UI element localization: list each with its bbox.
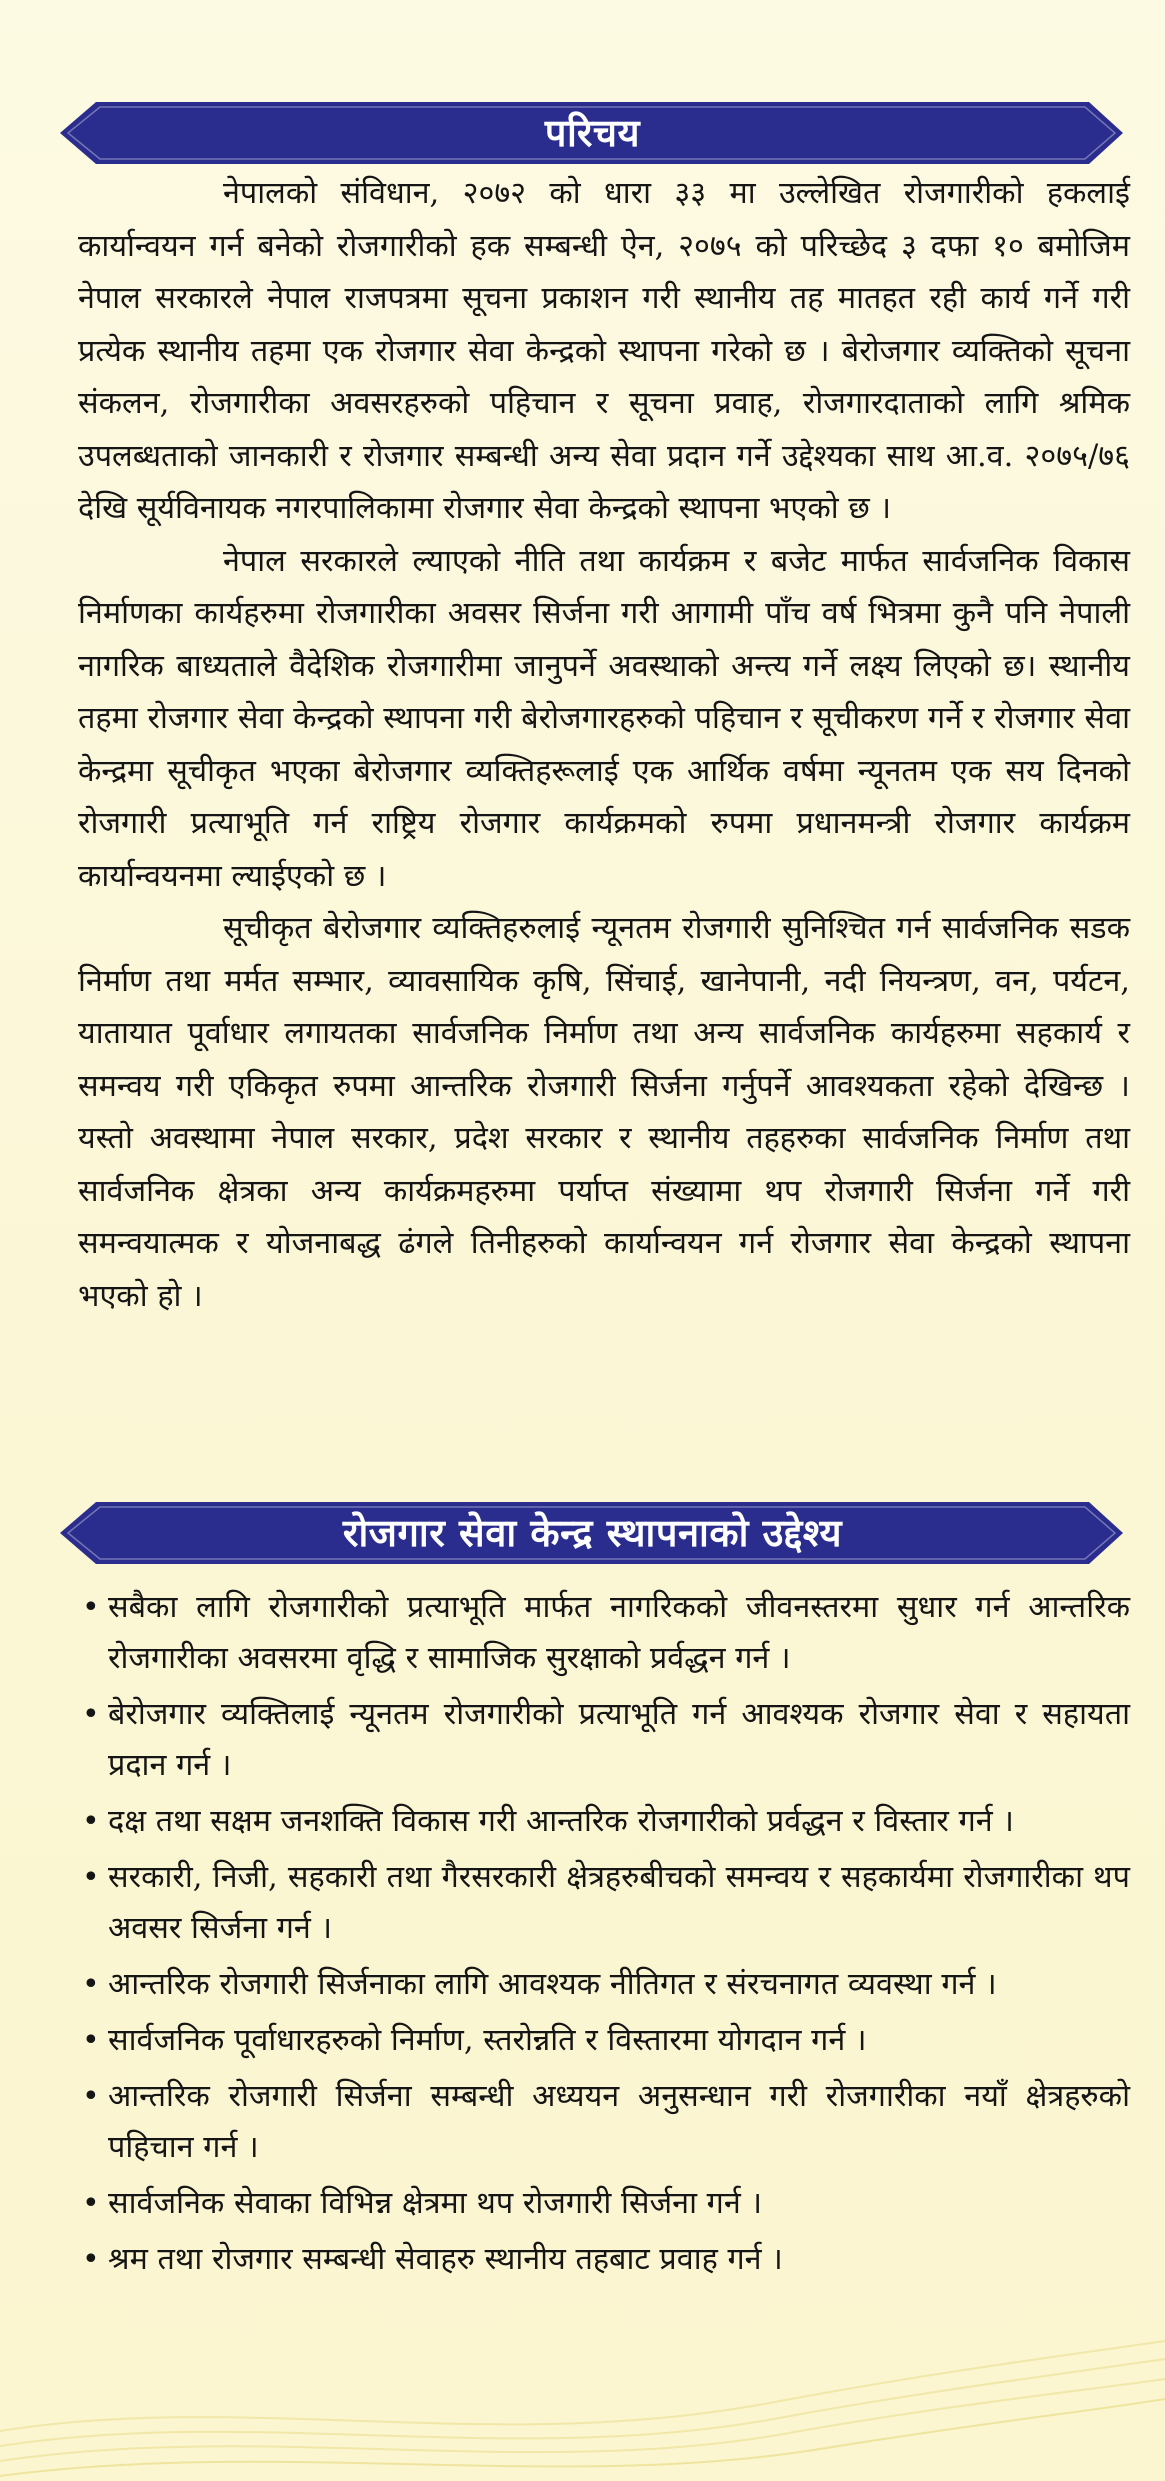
bullet-icon: • <box>82 1804 100 1839</box>
list-item <box>80 1582 1130 1684</box>
section-title-objectives: रोजगार सेवा केन्द्र स्थापनाको उद्देश्य <box>342 1511 843 1555</box>
bullet-icon: • <box>82 2079 100 2114</box>
intro-paragraph-3: सूचीकृत बेरोजगार व्यक्तिहरुलाई न्यूनतम रोजगारी सुनिश्चित गर्न सार्वजनिक सडक निर्माण तथा मर्मत सम्भार, व्यावसायिक कृषि, सिंचाई, खानेपानी, नदी नियन्त्रण, वन, पर्यटन, यातायात पूर्वाधार लगायतका सार्वजनिक निर्माण तथा अन्य सार्वजनिक कार्यहरुमा सहकार्य र समन्वय गरी एकिकृत रुपमा आन्तरिक रोजगारी सिर्जना गर्नुपर्ने आवश्यकता रहेको देखिन्छ । यस्तो अवस्थामा नेपाल सरकार, प्रदेश सरकार र स्थानीय तहहरुका सार्वजनिक निर्माण तथा सार्वजनिक क्षेत्रका अन्य कार्यक्रमहरुमा पर्याप्त संख्यामा थप रोजगारी सिर्जना गर्ने गरी समन्वयात्मक र योजनाबद्ध ढंगले तिनीहरुको कार्यान्वयन गर्न रोजगार सेवा केन्द्रको स्थापना भएको हो । <box>78 911 1130 1314</box>
bullet-icon: • <box>82 1860 100 1895</box>
list-item <box>80 1689 1130 1791</box>
list-item <box>80 1796 1130 1847</box>
list-item <box>80 1959 1130 2010</box>
section-banner-objectives <box>60 1500 1125 1566</box>
objectives-list <box>80 1582 1130 2290</box>
intro-paragraph-2: नेपाल सरकारले ल्याएको नीति तथा कार्यक्रम र बजेट मार्फत सार्वजनिक विकास निर्माणका कार्यहरुमा रोजगारीका अवसर सिर्जना गरी आगामी पाँच वर्ष भित्रमा कुनै पनि नेपाली नागरिक बाध्यताले वैदेशिक रोजगारीमा जानुपर्ने अवस्थाको अन्त्य गर्ने लक्ष्य लिएको छ। स्थानीय तहमा रोजगार सेवा केन्द्रको स्थापना गरी बेरोजगारहरुको पहिचान र सूचीकरण गर्ने र रोजगार सेवा केन्द्रमा सूचीकृत भएका बेरोजगार व्यक्तिहरूलाई एक आर्थिक वर्षमा न्यूनतम एक सय दिनको रोजगारी प्रत्याभूति गर्न राष्ट्रिय रोजगार कार्यक्रमको रुपमा प्रधानमन्त्री रोजगार कार्यक्रम कार्यान्वयनमा ल्याईएको छ । <box>78 543 1130 894</box>
bullet-icon: • <box>82 1967 100 2002</box>
objective-text: श्रम तथा रोजगार सम्बन्धी सेवाहरु स्थानीय तहबाट प्रवाह गर्न । <box>108 2242 783 2277</box>
bullet-icon: • <box>82 2023 100 2058</box>
objective-text: सार्वजनिक सेवाका विभिन्न क्षेत्रमा थप रोजगारी सिर्जना गर्न । <box>108 2186 763 2221</box>
section-title-intro: परिचय <box>544 111 641 155</box>
list-item <box>80 2071 1130 2173</box>
list-item <box>80 1852 1130 1954</box>
bullet-icon: • <box>82 1697 100 1732</box>
intro-paragraph-1: नेपालको संविधान, २०७२ को धारा ३३ मा उल्लेखित रोजगारीको हकलाई कार्यान्वयन गर्न बनेको रोजगारीको हक सम्बन्धी ऐन, २०७५ को परिच्छेद ३ दफा १० बमोजिम नेपाल सरकारले नेपाल राजपत्रमा सूचना प्रकाशन गरी स्थानीय तह मातहत रही कार्य गर्ने गरी प्रत्येक स्थानीय तहमा एक रोजगार सेवा केन्द्रको स्थापना गरेको छ । बेरोजगार व्यक्तिको सूचना संकलन, रोजगारीका अवसरहरुको पहिचान र सूचना प्रवाह, रोजगारदाताको लागि श्रमिक उपलब्धताको जानकारी र रोजगार सम्बन्धी अन्य सेवा प्रदान गर्ने उद्देश्यका साथ आ.व. २०७५/७६ देखि सूर्यविनायक नगरपालिकामा रोजगार सेवा केन्द्रको स्थापना भएको छ । <box>78 176 1130 526</box>
list-item <box>80 2178 1130 2229</box>
bullet-icon: • <box>82 2242 100 2277</box>
objective-text: आन्तरिक रोजगारी सिर्जनाका लागि आवश्यक नीतिगत र संरचनागत व्यवस्था गर्न । <box>108 1967 997 2002</box>
objective-text: सरकारी, निजी, सहकारी तथा गैरसरकारी क्षेत्रहरुबीचको समन्वय र सहकार्यमा रोजगारीका थप अवसर सिर्जना गर्न । <box>108 1860 1130 1946</box>
list-item <box>80 2015 1130 2066</box>
bullet-icon: • <box>82 2186 100 2221</box>
list-item <box>80 2234 1130 2285</box>
decorative-wave-lines <box>0 2281 1165 2481</box>
section-banner-intro <box>60 100 1125 166</box>
intro-text-block <box>78 168 1130 1323</box>
objective-text: दक्ष तथा सक्षम जनशक्ति विकास गरी आन्तरिक रोजगारीको प्रर्वद्धन र विस्तार गर्न । <box>108 1804 1014 1839</box>
objective-text: आन्तरिक रोजगारी सिर्जना सम्बन्धी अध्ययन अनुसन्धान गरी रोजगारीका नयाँ क्षेत्रहरुको पहिचान गर्न । <box>108 2079 1130 2165</box>
objective-text: बेरोजगार व्यक्तिलाई न्यूनतम रोजगारीको प्रत्याभूति गर्न आवश्यक रोजगार सेवा र सहायता प्रदान गर्न । <box>108 1697 1130 1783</box>
objective-text: सबैका लागि रोजगारीको प्रत्याभूति मार्फत नागरिकको जीवनस्तरमा सुधार गर्न आन्तरिक रोजगारीका अवसरमा वृद्धि र सामाजिक सुरक्षाको प्रर्वद्धन गर्न । <box>108 1590 1130 1676</box>
bullet-icon: • <box>82 1590 100 1625</box>
objective-text: सार्वजनिक पूर्वाधारहरुको निर्माण, स्तरोन्नति र विस्तारमा योगदान गर्न । <box>108 2023 867 2058</box>
